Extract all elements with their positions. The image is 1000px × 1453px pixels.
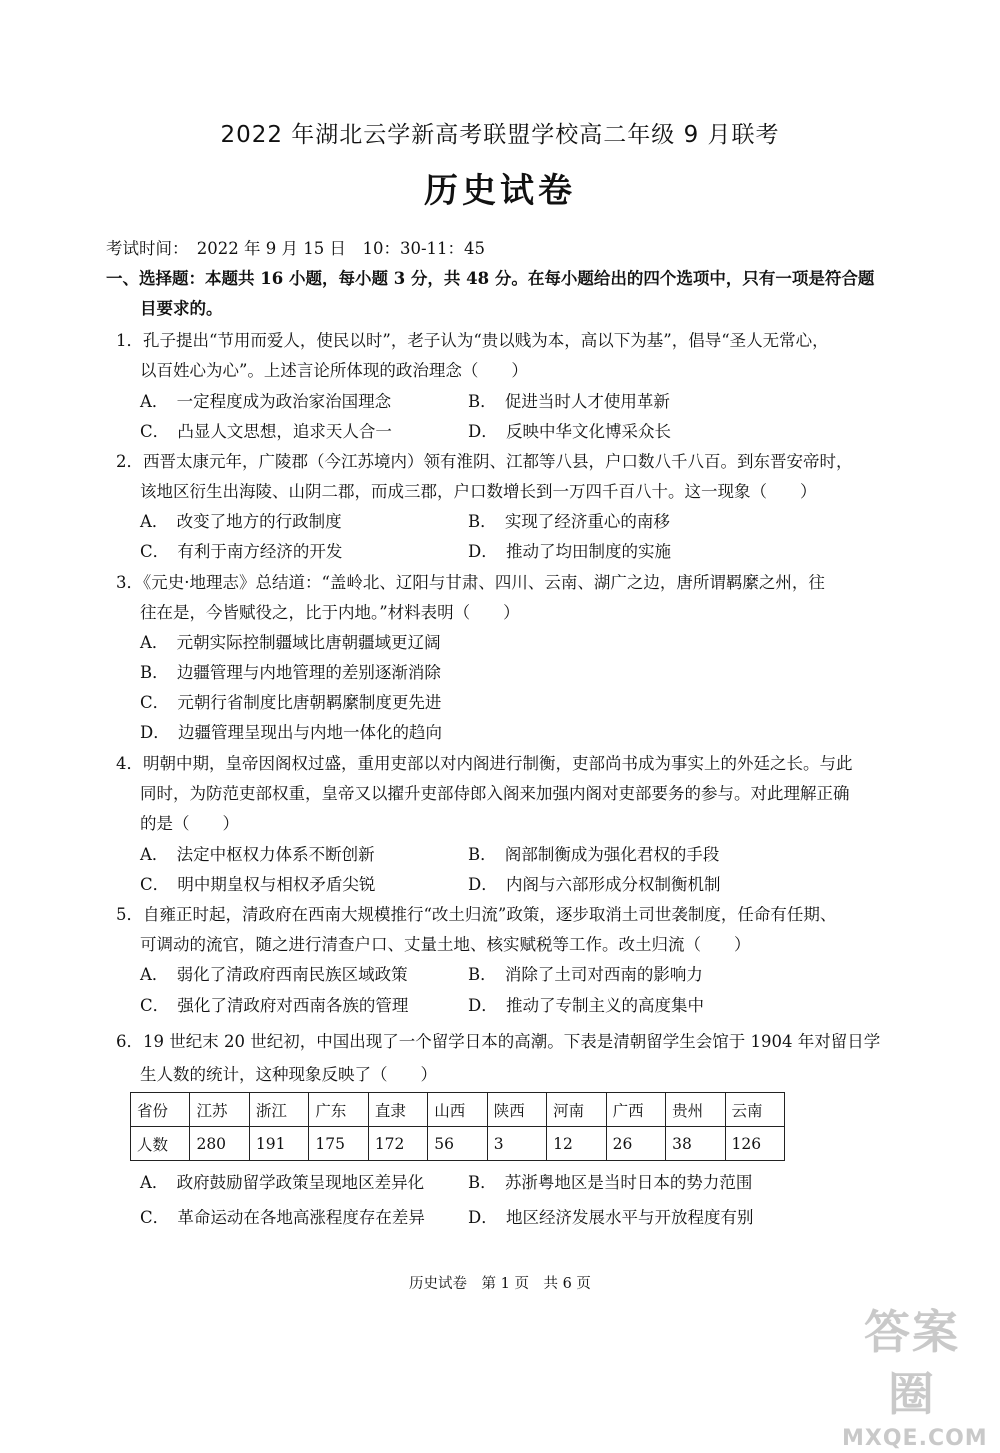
question-stem: 3．《元史·地理志》总结道：“盖岭北、辽阳与甘肃、四川、云南、湖广之边，唐所谓羁縻之州，往 xyxy=(116,573,825,592)
table-header-cell: 直隶 xyxy=(368,1093,427,1127)
table-cell: 26 xyxy=(606,1127,665,1161)
table-cell: 38 xyxy=(666,1127,725,1161)
question-stem: 可调动的流官，随之进行清查户口、丈量土地、核实赋税等工作。改土归流（ ） xyxy=(140,935,751,954)
question-stem: 生人数的统计，这种现象反映了（ ） xyxy=(140,1065,437,1084)
table-header-label: 省份 xyxy=(131,1093,190,1127)
option-c: C． 强化了清政府对西南各族的管理 xyxy=(140,996,409,1015)
option-b: B． 实现了经济重心的南移 xyxy=(468,512,670,531)
table-cell: 191 xyxy=(249,1127,308,1161)
option-c: C． 元朝行省制度比唐朝羁縻制度更先进 xyxy=(140,693,442,712)
option-a: A． 改变了地方的行政制度 xyxy=(140,512,342,531)
table-header-cell: 江苏 xyxy=(190,1093,249,1127)
exam-title: 2022 年湖北云学新高考联盟学校高二年级 9 月联考 xyxy=(220,122,780,148)
table-cell: 56 xyxy=(428,1127,487,1161)
option-a: A． 元朝实际控制疆域比唐朝疆域更辽阔 xyxy=(140,633,441,652)
table-cell: 3 xyxy=(487,1127,546,1161)
question-stem: 1．孔子提出“节用而爱人，使民以时”，老子认为“贵以贱为本，高以下为基”，倡导“圣人无常心， xyxy=(116,331,829,350)
option-c: C． 革命运动在各地高涨程度存在差异 xyxy=(140,1208,425,1227)
option-d: D． 推动了专制主义的高度集中 xyxy=(468,996,704,1015)
table-header-cell: 云南 xyxy=(725,1093,784,1127)
question-stem: 6．19 世纪末 20 世纪初，中国出现了一个留学日本的高潮。下表是清朝留学生会馆于 1904 年对留日学 xyxy=(116,1032,881,1051)
option-a: A． 政府鼓励留学政策呈现地区差异化 xyxy=(140,1173,425,1192)
option-a: A． 一定程度成为政治家治国理念 xyxy=(140,392,392,411)
page-footer: 历史试卷 第 1 页 共 6 页 xyxy=(409,1276,591,1292)
table-cell: 280 xyxy=(190,1127,249,1161)
option-c: C． 明中期皇权与相权矛盾尖锐 xyxy=(140,875,376,894)
question-stem: 以百姓心为心”。上述言论所体现的政治理念（ ） xyxy=(140,361,528,380)
option-a: A． 法定中枢权力体系不断创新 xyxy=(140,845,375,864)
option-d: D． 内阁与六部形成分权制衡机制 xyxy=(468,875,721,894)
option-b: B． 边疆管理与内地管理的差别逐渐消除 xyxy=(140,663,441,682)
watermark-logo-text: 答案圈 xyxy=(864,1305,960,1421)
table-header-cell: 陕西 xyxy=(487,1093,546,1127)
table-row-label: 人数 xyxy=(131,1127,190,1161)
option-a: A． 弱化了清政府西南民族区域政策 xyxy=(140,965,408,984)
watermark-logo xyxy=(842,1301,988,1451)
option-c: C． 有利于南方经济的开发 xyxy=(140,542,343,561)
option-d: D． 推动了均田制度的实施 xyxy=(468,542,671,561)
table-header-cell: 山西 xyxy=(428,1093,487,1127)
question-stem: 2．西晋太康元年，广陵郡（今江苏境内）领有淮阴、江都等八县，户口数八千八百。到东晋安帝时， xyxy=(116,452,853,471)
table-header-cell: 河南 xyxy=(547,1093,606,1127)
table-header-cell: 广东 xyxy=(309,1093,368,1127)
table-header-row xyxy=(131,1093,785,1127)
question-stem: 4．明朝中期，皇帝因阁权过盛，重用吏部以对内阁进行制衡，吏部尚书成为事实上的外廷之长。与此 xyxy=(116,754,853,773)
section-instruction: 一、选择题：本题共 16 小题，每小题 3 分，共 48 分。在每小题给出的四个选项中，只有一项是符合题 xyxy=(106,269,875,288)
student-count-table xyxy=(130,1092,785,1161)
option-c: C． 凸显人文思想，追求天人合一 xyxy=(140,422,392,441)
question-stem: 该地区衍生出海陵、山阴二郡，而成三郡，户口数增长到一万四千百八十。这一现象（ ） xyxy=(140,482,817,501)
question-stem: 的是（ ） xyxy=(140,814,239,833)
section-instruction-cont: 目要求的。 xyxy=(140,299,223,318)
table-cell: 175 xyxy=(309,1127,368,1161)
option-d: D． 边疆管理呈现出与内地一体化的趋向 xyxy=(140,723,442,742)
exam-time: 考试时间： 2022 年 9 月 15 日 10：30-11：45 xyxy=(106,239,486,258)
option-b: B． 阁部制衡成为强化君权的手段 xyxy=(468,845,720,864)
option-d: D． 地区经济发展水平与开放程度有别 xyxy=(468,1208,754,1227)
table-header-cell: 广西 xyxy=(606,1093,665,1127)
table-row xyxy=(131,1127,785,1161)
option-b: B． 苏浙粤地区是当时日本的势力范围 xyxy=(468,1173,753,1192)
option-d: D． 反映中华文化博采众长 xyxy=(468,422,671,441)
subject-title: 历史试卷 xyxy=(424,171,576,211)
table-cell: 172 xyxy=(368,1127,427,1161)
table-header-cell: 浙江 xyxy=(249,1093,308,1127)
watermark-site: MXQE.COM xyxy=(842,1426,988,1451)
table-cell: 126 xyxy=(725,1127,784,1161)
option-b: B． 促进当时人才使用革新 xyxy=(468,392,670,411)
question-stem: 5．自雍正时起，清政府在西南大规模推行“改土归流”政策，逐步取消土司世袭制度，任命有任期、 xyxy=(116,905,837,924)
table-header-cell: 贵州 xyxy=(666,1093,725,1127)
table-cell: 12 xyxy=(547,1127,606,1161)
question-stem: 往在是，今皆赋役之，比于内地。”材料表明（ ） xyxy=(140,603,520,622)
option-b: B． 消除了土司对西南的影响力 xyxy=(468,965,703,984)
question-stem: 同时，为防范吏部权重，皇帝又以擢升吏部侍郎入阁来加强内阁对吏部要务的参与。对此理解正确 xyxy=(140,784,850,803)
